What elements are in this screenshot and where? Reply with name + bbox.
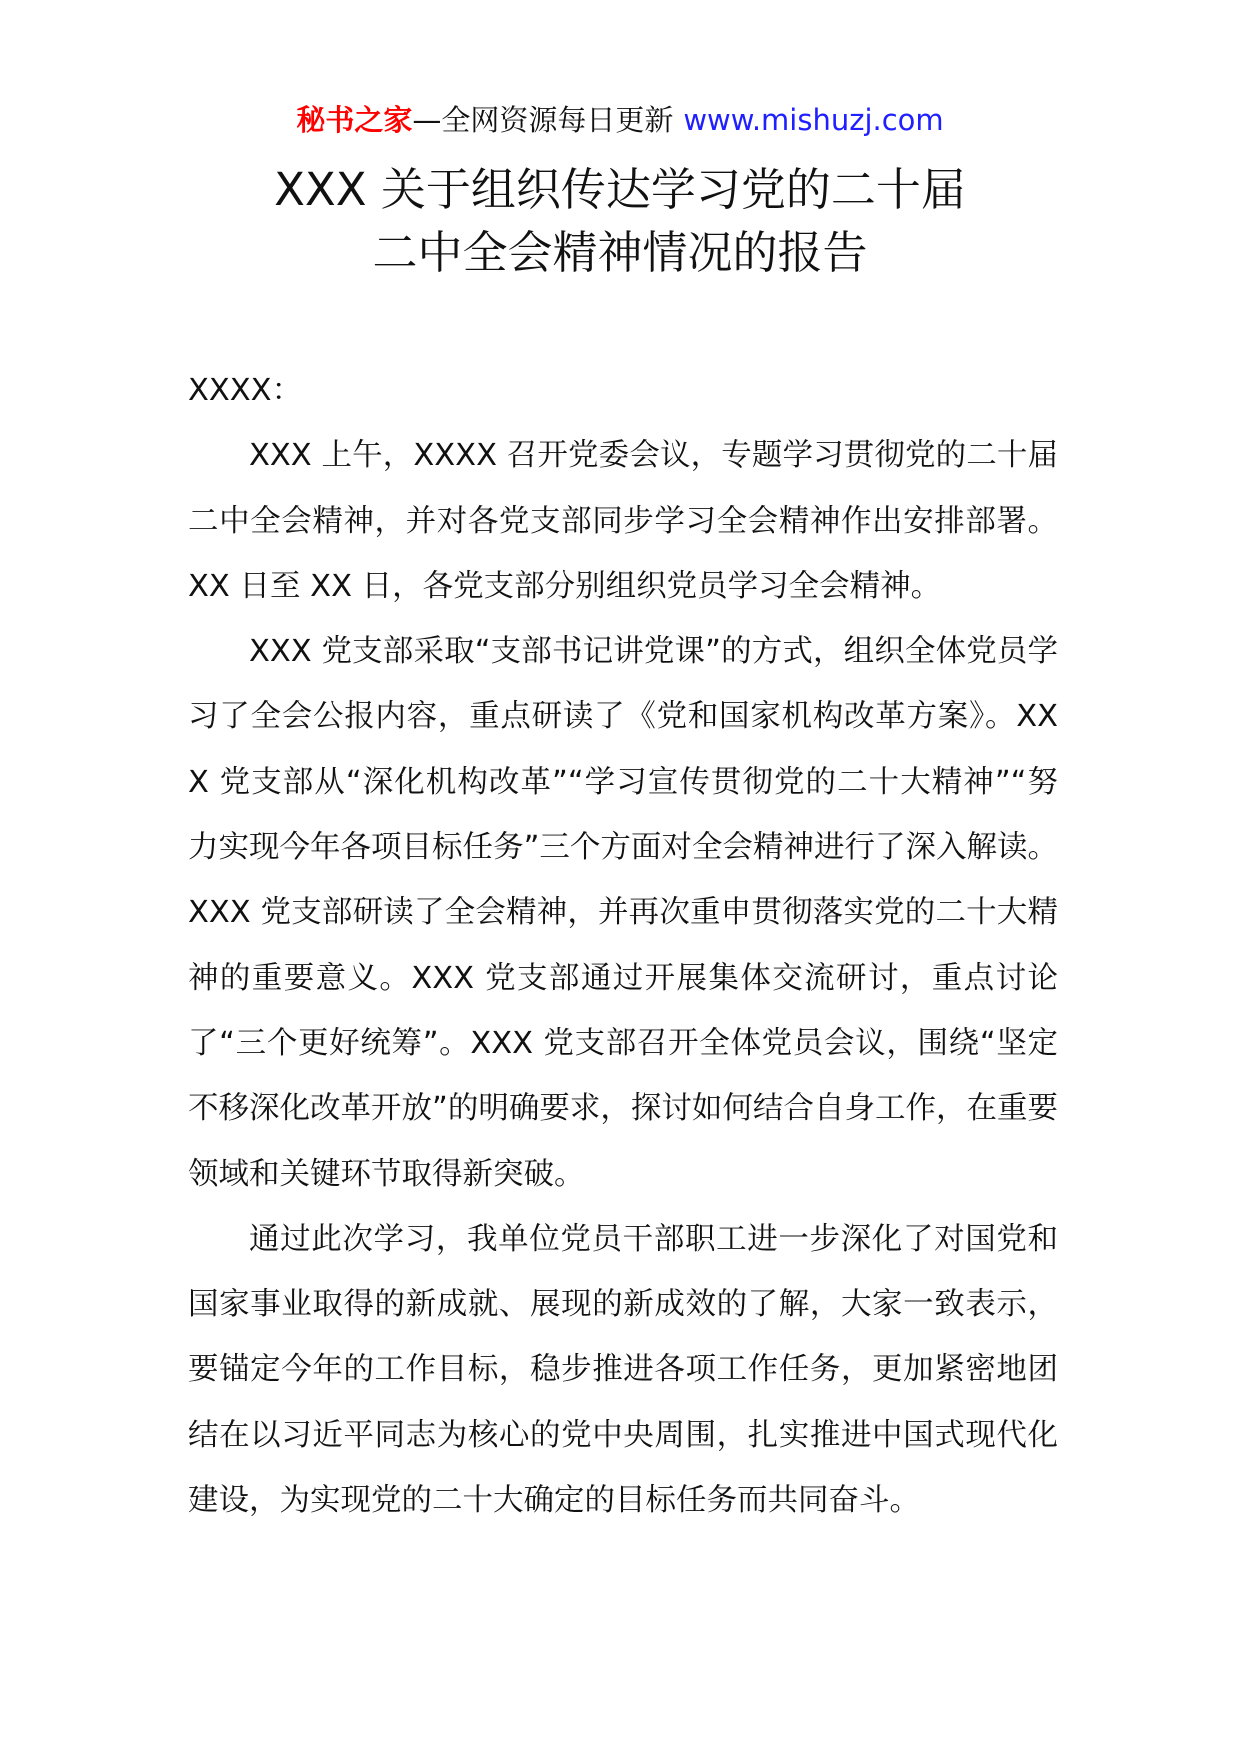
paragraph-1: XXX 上午，XXXX 召开党委会议，专题学习贯彻党的二十届二中全会精神，并对各党支部同步学习全会精神作出安排部署。XX 日至 XX 日，各党支部分别组织党员学习全会精神。 — [188, 438, 1058, 604]
document-body — [188, 358, 1058, 1533]
title-line-1: XXX 关于组织传达学习党的二十届 — [274, 163, 966, 216]
header-url-link[interactable]: www.mishuzj.com — [683, 103, 944, 137]
document-title — [0, 158, 1240, 284]
paragraph-3: 通过此次学习，我单位党员干部职工进一步深化了对国党和国家事业取得的新成就、展现的新成效的了解，大家一致表示，要锚定今年的工作目标，稳步推进各项工作任务，更加紧密地团结在以习近平同志为核心的党中央周围，扎实推进中国式现代化建设，为实现党的二十大确定的目标任务而共同奋斗。 — [188, 1221, 1058, 1519]
header-slogan: 全网资源每日更新 — [441, 103, 674, 137]
title-line-2: 二中全会精神情况的报告 — [372, 226, 868, 279]
paragraph-2: XXX 党支部采取“支部书记讲党课”的方式，组织全体党员学习了全会公报内容，重点研读了《党和国家机构改革方案》。XXX 党支部从“深化机构改革”“学习宣传贯彻党的二十大精神”“努力实现今年各项目标任务”三个方面对全会精神进行了深入解读。XXX 党支部研读了全会精神，并再次重申贯彻落实党的二十大精神的重要意义。XXX 党支部通过开展集体交流研讨，重点讨论了“三个更好统筹”。XXX 党支部召开全体党员会议，围绕“坚定不移深化改革开放”的明确要求，探讨如何结合自身工作，在重要领域和关键环节取得新突破。 — [188, 634, 1058, 1192]
header-dash: — — [412, 103, 442, 137]
brand-name: 秘书之家 — [296, 103, 413, 137]
watermark-header — [0, 100, 1240, 140]
salutation: XXXX： — [188, 373, 303, 408]
